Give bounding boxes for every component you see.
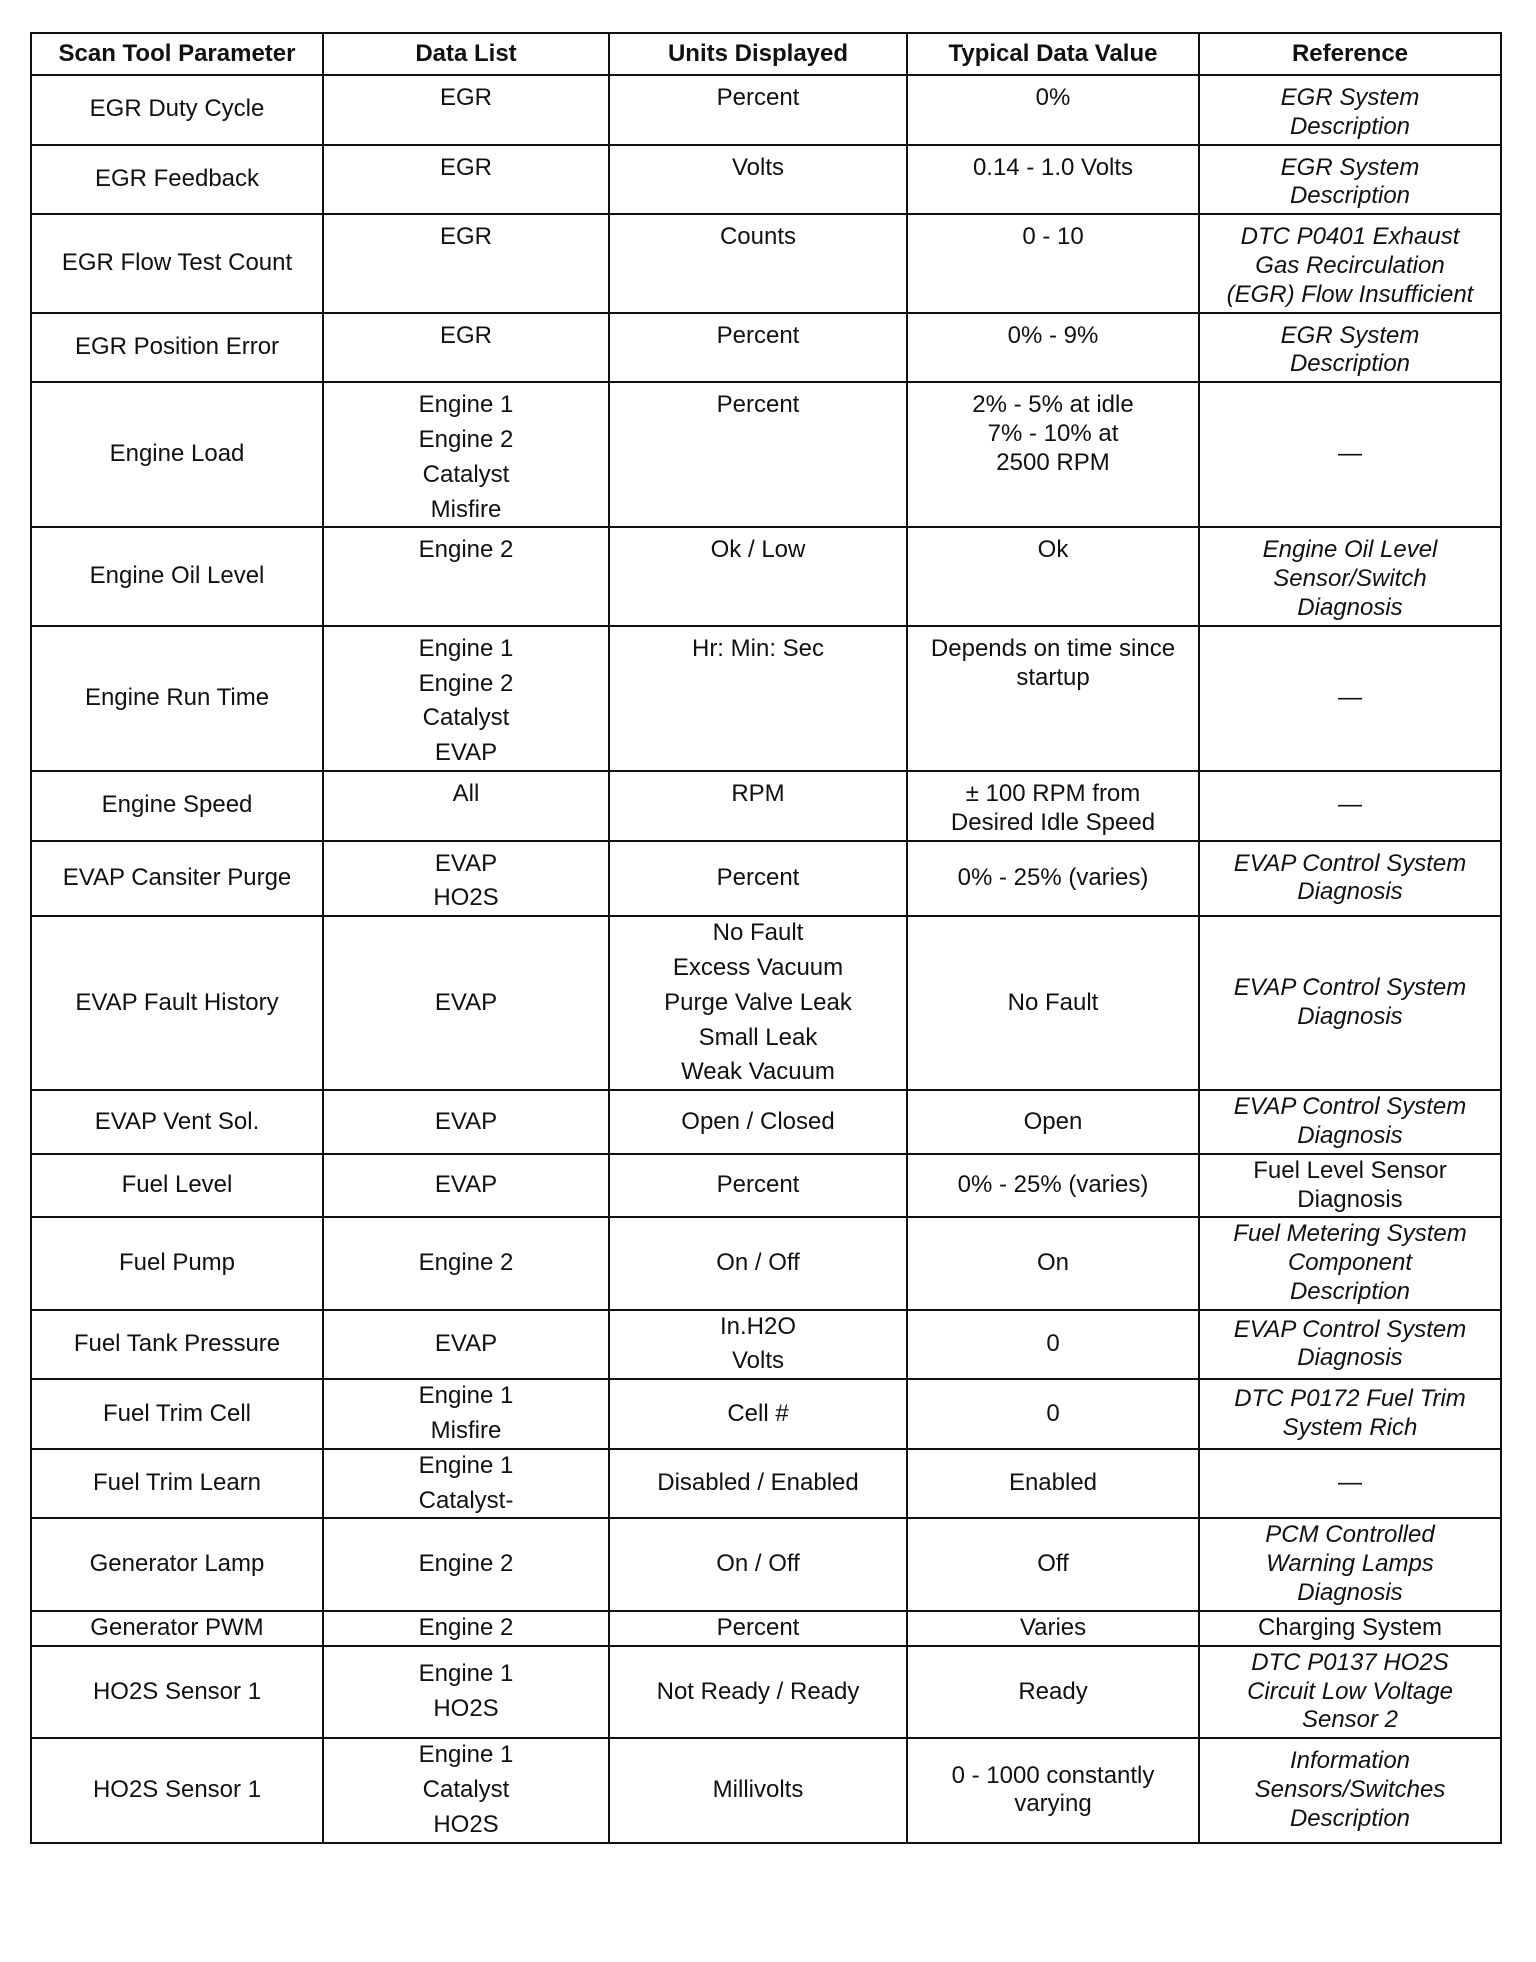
table-row	[31, 75, 1501, 145]
cell-typical-data-value	[907, 1611, 1199, 1646]
table-row	[31, 1090, 1501, 1154]
cell-line: Open / Closed	[681, 1107, 835, 1135]
cell-line: DTC P0137 HO2S	[1251, 1648, 1449, 1676]
cell-line: 0.14 - 1.0 Volts	[972, 153, 1134, 181]
cell-line: Engine 1	[418, 1451, 514, 1479]
cell-line: Varies	[1019, 1613, 1087, 1641]
cell-line: All	[452, 779, 480, 807]
cell-line: Percent	[716, 391, 800, 419]
cell-line: Catalyst	[422, 460, 510, 488]
cell-line: Sensors/Switches	[1254, 1776, 1446, 1804]
cell-units-displayed	[609, 841, 907, 917]
cell-reference	[1199, 1518, 1501, 1610]
table-row	[31, 1518, 1501, 1610]
cell-line: (EGR) Flow Insufficient	[1226, 280, 1474, 308]
cell-reference	[1199, 527, 1501, 625]
cell-line: Circuit Low Voltage	[1247, 1677, 1453, 1705]
cell-line: Engine 1	[418, 634, 514, 662]
table-row	[31, 1379, 1501, 1449]
table-row	[31, 1154, 1501, 1218]
cell-data-list	[323, 1379, 609, 1449]
cell-line: EVAP	[434, 849, 498, 877]
cell-line: Hr: Min: Sec	[691, 634, 825, 662]
cell-units-displayed	[609, 1217, 907, 1309]
cell-reference	[1199, 1738, 1501, 1842]
table-row	[31, 382, 1501, 527]
cell-line: Ok	[1037, 536, 1069, 564]
header-units-displayed: Units Displayed	[609, 33, 907, 75]
cell-units-displayed	[609, 1310, 907, 1380]
cell-line: —	[1338, 440, 1362, 468]
cell-data-list	[323, 771, 609, 841]
cell-units-displayed	[609, 1379, 907, 1449]
cell-units-displayed	[609, 313, 907, 383]
cell-line: EVAP	[434, 1330, 498, 1358]
cell-units-displayed	[609, 382, 907, 527]
cell-line: HO2S	[433, 884, 499, 912]
cell-data-list	[323, 1217, 609, 1309]
cell-line: Diagnosis	[1297, 1579, 1403, 1607]
cell-line: Engine 1	[418, 1382, 514, 1410]
cell-typical-data-value	[907, 1646, 1199, 1738]
cell-line: Engine 2	[418, 425, 514, 453]
cell-units-displayed	[609, 1518, 907, 1610]
cell-line: Depends on time since	[930, 634, 1176, 662]
cell-line: In.H2O	[719, 1312, 797, 1340]
cell-line: Fuel Level Sensor	[1253, 1156, 1447, 1184]
scan-tool-data-table	[30, 32, 1502, 1844]
table-row	[31, 527, 1501, 625]
cell-units-displayed	[609, 527, 907, 625]
cell-line: Weak Vacuum	[681, 1058, 835, 1086]
cell-typical-data-value	[907, 916, 1199, 1090]
table-body	[31, 75, 1501, 1843]
cell-line: Engine 2	[418, 1550, 514, 1578]
cell-reference	[1199, 1646, 1501, 1738]
cell-line: No Fault	[712, 919, 804, 947]
cell-line: Misfire	[430, 1417, 502, 1445]
header-reference: Reference	[1199, 33, 1501, 75]
cell-reference	[1199, 841, 1501, 917]
cell-reference	[1199, 145, 1501, 215]
cell-data-list	[323, 1611, 609, 1646]
cell-line: EGR	[439, 321, 492, 349]
cell-line: Enabled	[1008, 1469, 1098, 1497]
cell-line: Volts	[731, 153, 785, 181]
cell-typical-data-value	[907, 527, 1199, 625]
cell-line: —	[1338, 791, 1362, 819]
table-row	[31, 626, 1501, 771]
cell-data-list	[323, 75, 609, 145]
cell-reference	[1199, 1379, 1501, 1449]
cell-units-displayed	[609, 1646, 907, 1738]
cell-scan-tool-parameter: Generator PWM	[31, 1611, 323, 1646]
cell-scan-tool-parameter: Fuel Level	[31, 1154, 323, 1218]
cell-typical-data-value	[907, 1310, 1199, 1380]
cell-scan-tool-parameter: EGR Duty Cycle	[31, 75, 323, 145]
header-typical-data-value: Typical Data Value	[907, 33, 1199, 75]
cell-line: Engine 1	[418, 1660, 514, 1688]
cell-scan-tool-parameter: Generator Lamp	[31, 1518, 323, 1610]
cell-scan-tool-parameter: EGR Flow Test Count	[31, 214, 323, 312]
cell-line: Diagnosis	[1297, 878, 1403, 906]
cell-line: 2500 RPM	[996, 448, 1110, 476]
cell-line: Catalyst	[422, 704, 510, 732]
cell-units-displayed	[609, 916, 907, 1090]
cell-line: Percent	[716, 863, 800, 891]
cell-typical-data-value	[907, 1449, 1199, 1519]
cell-line: No Fault	[1007, 988, 1099, 1016]
cell-scan-tool-parameter: Fuel Trim Cell	[31, 1379, 323, 1449]
cell-line: Percent	[716, 84, 800, 111]
cell-line: EVAP Control System	[1233, 1315, 1467, 1343]
cell-data-list	[323, 916, 609, 1090]
cell-line: Description	[1289, 1804, 1411, 1832]
cell-line: EGR	[439, 153, 492, 181]
cell-typical-data-value	[907, 1090, 1199, 1154]
table-row	[31, 1449, 1501, 1519]
cell-scan-tool-parameter: EVAP Vent Sol.	[31, 1090, 323, 1154]
cell-line: Description	[1289, 1277, 1411, 1305]
cell-line: Percent	[716, 1171, 800, 1199]
cell-line: Disabled / Enabled	[657, 1469, 859, 1497]
cell-units-displayed	[609, 1611, 907, 1646]
cell-reference	[1199, 382, 1501, 527]
header-data-list: Data List	[323, 33, 609, 75]
cell-data-list	[323, 626, 609, 771]
cell-line: EVAP	[434, 1107, 498, 1135]
cell-scan-tool-parameter: Engine Oil Level	[31, 527, 323, 625]
cell-line: Engine 1	[418, 1741, 514, 1769]
cell-typical-data-value	[907, 1518, 1199, 1610]
cell-line: On / Off	[716, 1249, 800, 1277]
cell-line: Fuel Metering System	[1233, 1220, 1467, 1248]
cell-scan-tool-parameter: HO2S Sensor 1	[31, 1646, 323, 1738]
cell-typical-data-value	[907, 214, 1199, 312]
cell-units-displayed	[609, 214, 907, 312]
cell-scan-tool-parameter: Fuel Tank Pressure	[31, 1310, 323, 1380]
cell-scan-tool-parameter: EGR Position Error	[31, 313, 323, 383]
cell-line: 0	[1046, 1399, 1060, 1427]
cell-units-displayed	[609, 626, 907, 771]
cell-line: EGR System	[1280, 84, 1420, 111]
cell-data-list	[323, 214, 609, 312]
cell-line: 0 - 10	[1022, 223, 1084, 251]
cell-line: Counts	[719, 223, 797, 251]
cell-line: HO2S	[433, 1810, 499, 1838]
cell-line: Engine 1	[418, 391, 514, 419]
cell-line: On	[1036, 1249, 1069, 1277]
cell-line: DTC P0401 Exhaust	[1240, 223, 1460, 251]
cell-line: Description	[1289, 182, 1411, 210]
cell-line: Sensor/Switch	[1273, 565, 1427, 593]
cell-reference	[1199, 771, 1501, 841]
cell-line: Percent	[716, 321, 800, 349]
cell-typical-data-value	[907, 1217, 1199, 1309]
cell-units-displayed	[609, 1738, 907, 1842]
cell-line: Diagnosis	[1297, 1003, 1403, 1031]
cell-line: Not Ready / Ready	[656, 1677, 860, 1705]
cell-scan-tool-parameter: Engine Load	[31, 382, 323, 527]
cell-scan-tool-parameter: Fuel Trim Learn	[31, 1449, 323, 1519]
cell-line: 2% - 5% at idle	[972, 391, 1134, 419]
cell-line: Engine 2	[418, 1613, 514, 1641]
table-row	[31, 916, 1501, 1090]
cell-scan-tool-parameter: HO2S Sensor 1	[31, 1738, 323, 1842]
cell-scan-tool-parameter: EVAP Fault History	[31, 916, 323, 1090]
cell-data-list	[323, 1449, 609, 1519]
cell-units-displayed	[609, 771, 907, 841]
cell-scan-tool-parameter: EGR Feedback	[31, 145, 323, 215]
cell-data-list	[323, 1738, 609, 1842]
cell-scan-tool-parameter: Engine Run Time	[31, 626, 323, 771]
cell-line: EGR	[439, 84, 492, 111]
table-row	[31, 1310, 1501, 1380]
cell-data-list	[323, 527, 609, 625]
cell-line: On / Off	[716, 1550, 800, 1578]
cell-line: Engine 2	[418, 536, 514, 564]
cell-line: Diagnosis	[1297, 1121, 1403, 1149]
cell-line: 0%	[1035, 84, 1071, 111]
table-row	[31, 1217, 1501, 1309]
cell-typical-data-value	[907, 626, 1199, 771]
cell-data-list	[323, 1518, 609, 1610]
cell-line: EVAP	[434, 988, 498, 1016]
cell-data-list	[323, 841, 609, 917]
table-row	[31, 214, 1501, 312]
cell-line: DTC P0172 Fuel Trim	[1234, 1385, 1466, 1413]
cell-reference	[1199, 1154, 1501, 1218]
cell-line: Engine Oil Level	[1262, 536, 1438, 564]
cell-line: ± 100 RPM from	[965, 779, 1141, 807]
cell-line: 7% - 10% at	[987, 419, 1119, 447]
cell-line: Small Leak	[698, 1023, 818, 1051]
cell-data-list	[323, 1154, 609, 1218]
cell-typical-data-value	[907, 313, 1199, 383]
cell-line: Desired Idle Speed	[950, 808, 1156, 836]
cell-line: PCM Controlled	[1265, 1521, 1435, 1549]
cell-line: Description	[1289, 350, 1411, 378]
cell-scan-tool-parameter: Engine Speed	[31, 771, 323, 841]
cell-line: 0% - 9%	[1007, 321, 1099, 349]
table-row	[31, 145, 1501, 215]
cell-line: System Rich	[1282, 1414, 1418, 1442]
cell-scan-tool-parameter: EVAP Cansiter Purge	[31, 841, 323, 917]
cell-data-list	[323, 1646, 609, 1738]
cell-typical-data-value	[907, 145, 1199, 215]
cell-line: EVAP Control System	[1233, 1093, 1467, 1121]
cell-line: EVAP	[434, 739, 498, 767]
cell-line: Percent	[716, 1613, 800, 1641]
cell-units-displayed	[609, 1449, 907, 1519]
cell-line: EVAP Control System	[1233, 974, 1467, 1002]
cell-line: EGR System	[1280, 153, 1420, 181]
cell-reference	[1199, 1611, 1501, 1646]
table-row	[31, 841, 1501, 917]
cell-line: 0% - 25% (varies)	[957, 1171, 1149, 1199]
cell-typical-data-value	[907, 1379, 1199, 1449]
cell-reference	[1199, 1090, 1501, 1154]
cell-typical-data-value	[907, 382, 1199, 527]
cell-typical-data-value	[907, 1738, 1199, 1842]
cell-line: varying	[1014, 1790, 1092, 1818]
cell-line: Catalyst	[422, 1776, 510, 1804]
cell-line: Sensor 2	[1301, 1706, 1399, 1734]
cell-line: RPM	[731, 779, 785, 807]
cell-line: Open	[1023, 1107, 1083, 1135]
cell-scan-tool-parameter: Fuel Pump	[31, 1217, 323, 1309]
cell-line: Volts	[731, 1347, 785, 1375]
cell-line: —	[1338, 683, 1362, 711]
cell-reference	[1199, 75, 1501, 145]
table-row	[31, 771, 1501, 841]
cell-line: Catalyst-	[418, 1486, 514, 1514]
cell-line: EVAP	[434, 1171, 498, 1199]
cell-reference	[1199, 1310, 1501, 1380]
cell-line: EVAP Control System	[1233, 849, 1467, 877]
table-row	[31, 313, 1501, 383]
cell-reference	[1199, 1217, 1501, 1309]
cell-line: EGR	[439, 223, 492, 251]
cell-line: Component	[1287, 1249, 1413, 1277]
cell-reference	[1199, 214, 1501, 312]
table-row	[31, 1738, 1501, 1842]
cell-reference	[1199, 626, 1501, 771]
cell-data-list	[323, 382, 609, 527]
cell-line: Millivolts	[712, 1776, 804, 1804]
cell-line: 0 - 1000 constantly	[951, 1761, 1155, 1789]
cell-units-displayed	[609, 1090, 907, 1154]
cell-units-displayed	[609, 75, 907, 145]
cell-units-displayed	[609, 1154, 907, 1218]
cell-line: —	[1338, 1469, 1362, 1497]
cell-line: Diagnosis	[1297, 1344, 1403, 1372]
cell-line: Ok / Low	[710, 536, 806, 564]
cell-typical-data-value	[907, 75, 1199, 145]
cell-data-list	[323, 1090, 609, 1154]
cell-line: Ready	[1018, 1677, 1088, 1705]
cell-units-displayed	[609, 145, 907, 215]
cell-line: 0% - 25% (varies)	[957, 863, 1149, 891]
cell-line: Charging System	[1257, 1613, 1443, 1641]
table-row	[31, 1646, 1501, 1738]
cell-line: 0	[1046, 1330, 1060, 1358]
header-row	[31, 33, 1501, 75]
cell-reference	[1199, 916, 1501, 1090]
cell-line: Cell #	[727, 1399, 789, 1427]
cell-data-list	[323, 145, 609, 215]
cell-line: startup	[1016, 663, 1090, 691]
cell-data-list	[323, 313, 609, 383]
cell-line: Warning Lamps	[1266, 1550, 1434, 1578]
table-row	[31, 1611, 1501, 1646]
cell-reference	[1199, 313, 1501, 383]
cell-typical-data-value	[907, 771, 1199, 841]
cell-line: Engine 2	[418, 1249, 514, 1277]
cell-line: Engine 2	[418, 669, 514, 697]
cell-line: Diagnosis	[1297, 1185, 1403, 1213]
cell-line: Purge Valve Leak	[664, 988, 852, 1016]
cell-line: Description	[1289, 112, 1411, 140]
cell-typical-data-value	[907, 841, 1199, 917]
cell-line: EGR System	[1280, 321, 1420, 349]
header-scan-tool-parameter: Scan Tool Parameter	[31, 33, 323, 75]
cell-line: HO2S	[433, 1695, 499, 1723]
cell-line: Gas Recirculation	[1255, 251, 1445, 279]
cell-line: Diagnosis	[1297, 593, 1403, 621]
cell-line: Excess Vacuum	[672, 953, 844, 981]
cell-reference	[1199, 1449, 1501, 1519]
cell-data-list	[323, 1310, 609, 1380]
cell-line: Off	[1037, 1550, 1069, 1578]
cell-line: Misfire	[430, 495, 502, 523]
cell-typical-data-value	[907, 1154, 1199, 1218]
cell-line: Information	[1289, 1747, 1411, 1775]
